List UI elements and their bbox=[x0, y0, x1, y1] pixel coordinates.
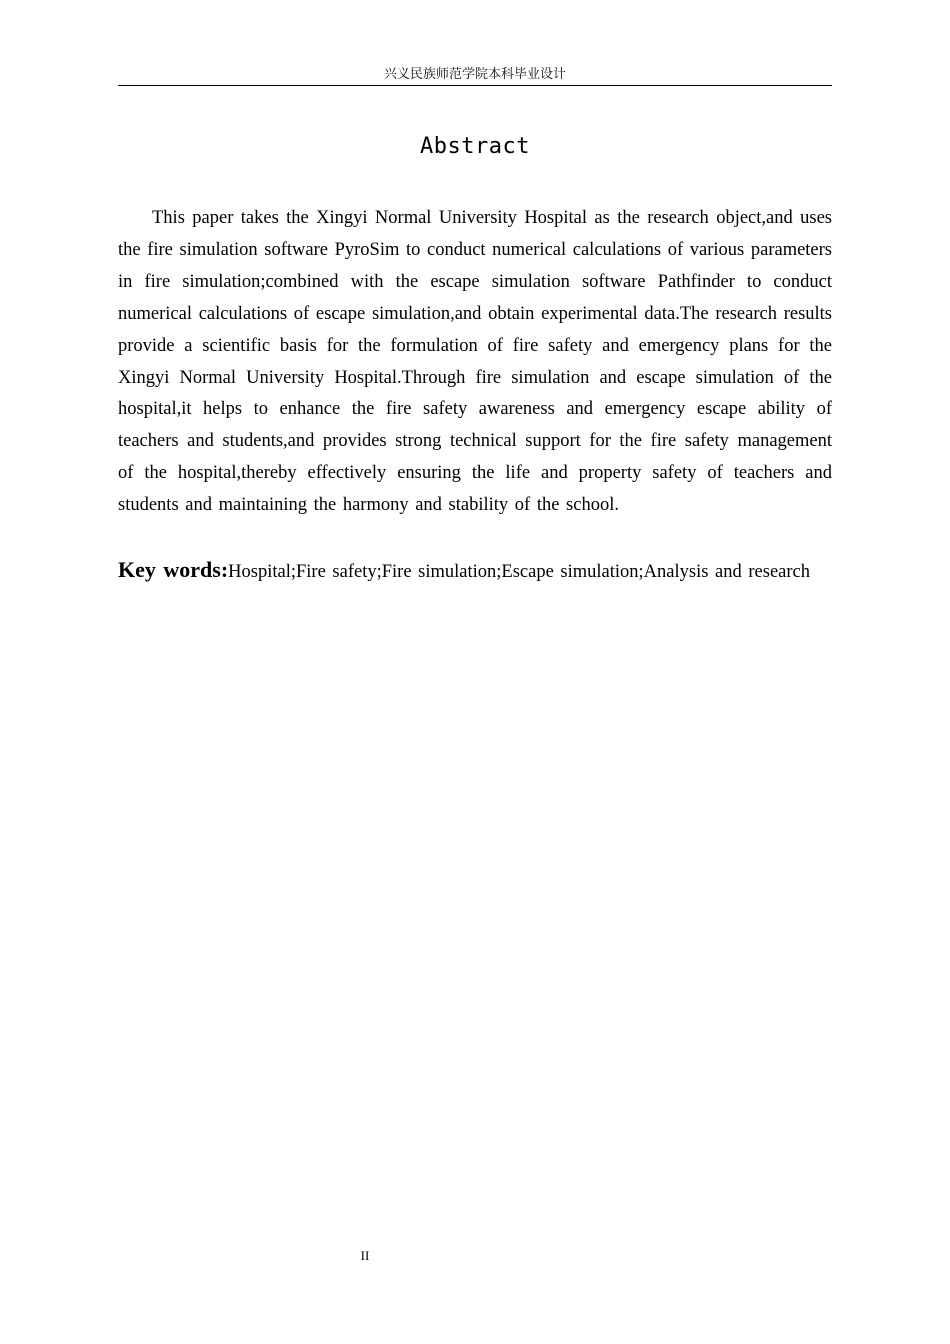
page-number: II bbox=[360, 1248, 370, 1263]
keywords-text: Hospital;Fire safety;Fire simulation;Escape simulation;Analysis and research bbox=[228, 562, 810, 582]
keywords-paragraph bbox=[118, 554, 832, 589]
abstract-paragraph: This paper takes the Xingyi Normal University Hospital as the research object,and uses the fire simulation software PyroSim to conduct numerical calculations of various parameters in fire simulation;combined with the escape simulation software Pathfinder to conduct numerical calculations of escape simulation,and obtain experimental data.The research results provide a scientific basis for the formulation of fire safety and emergency plans for the Xingyi Normal University Hospital.Through fire simulation and escape simulation of the hospital,it helps to enhance the fire safety awareness and emergency escape ability of teachers and students,and provides strong technical support for the fire safety management of the hospital,thereby effectively ensuring the life and property safety of teachers and students and maintaining the harmony and stability of the school. bbox=[118, 208, 833, 516]
keywords-label: Key words: bbox=[118, 557, 229, 582]
header-divider bbox=[118, 85, 832, 86]
running-header: 兴义民族师范学院本科毕业设计 bbox=[383, 67, 566, 82]
page-title: Abstract bbox=[420, 134, 530, 159]
